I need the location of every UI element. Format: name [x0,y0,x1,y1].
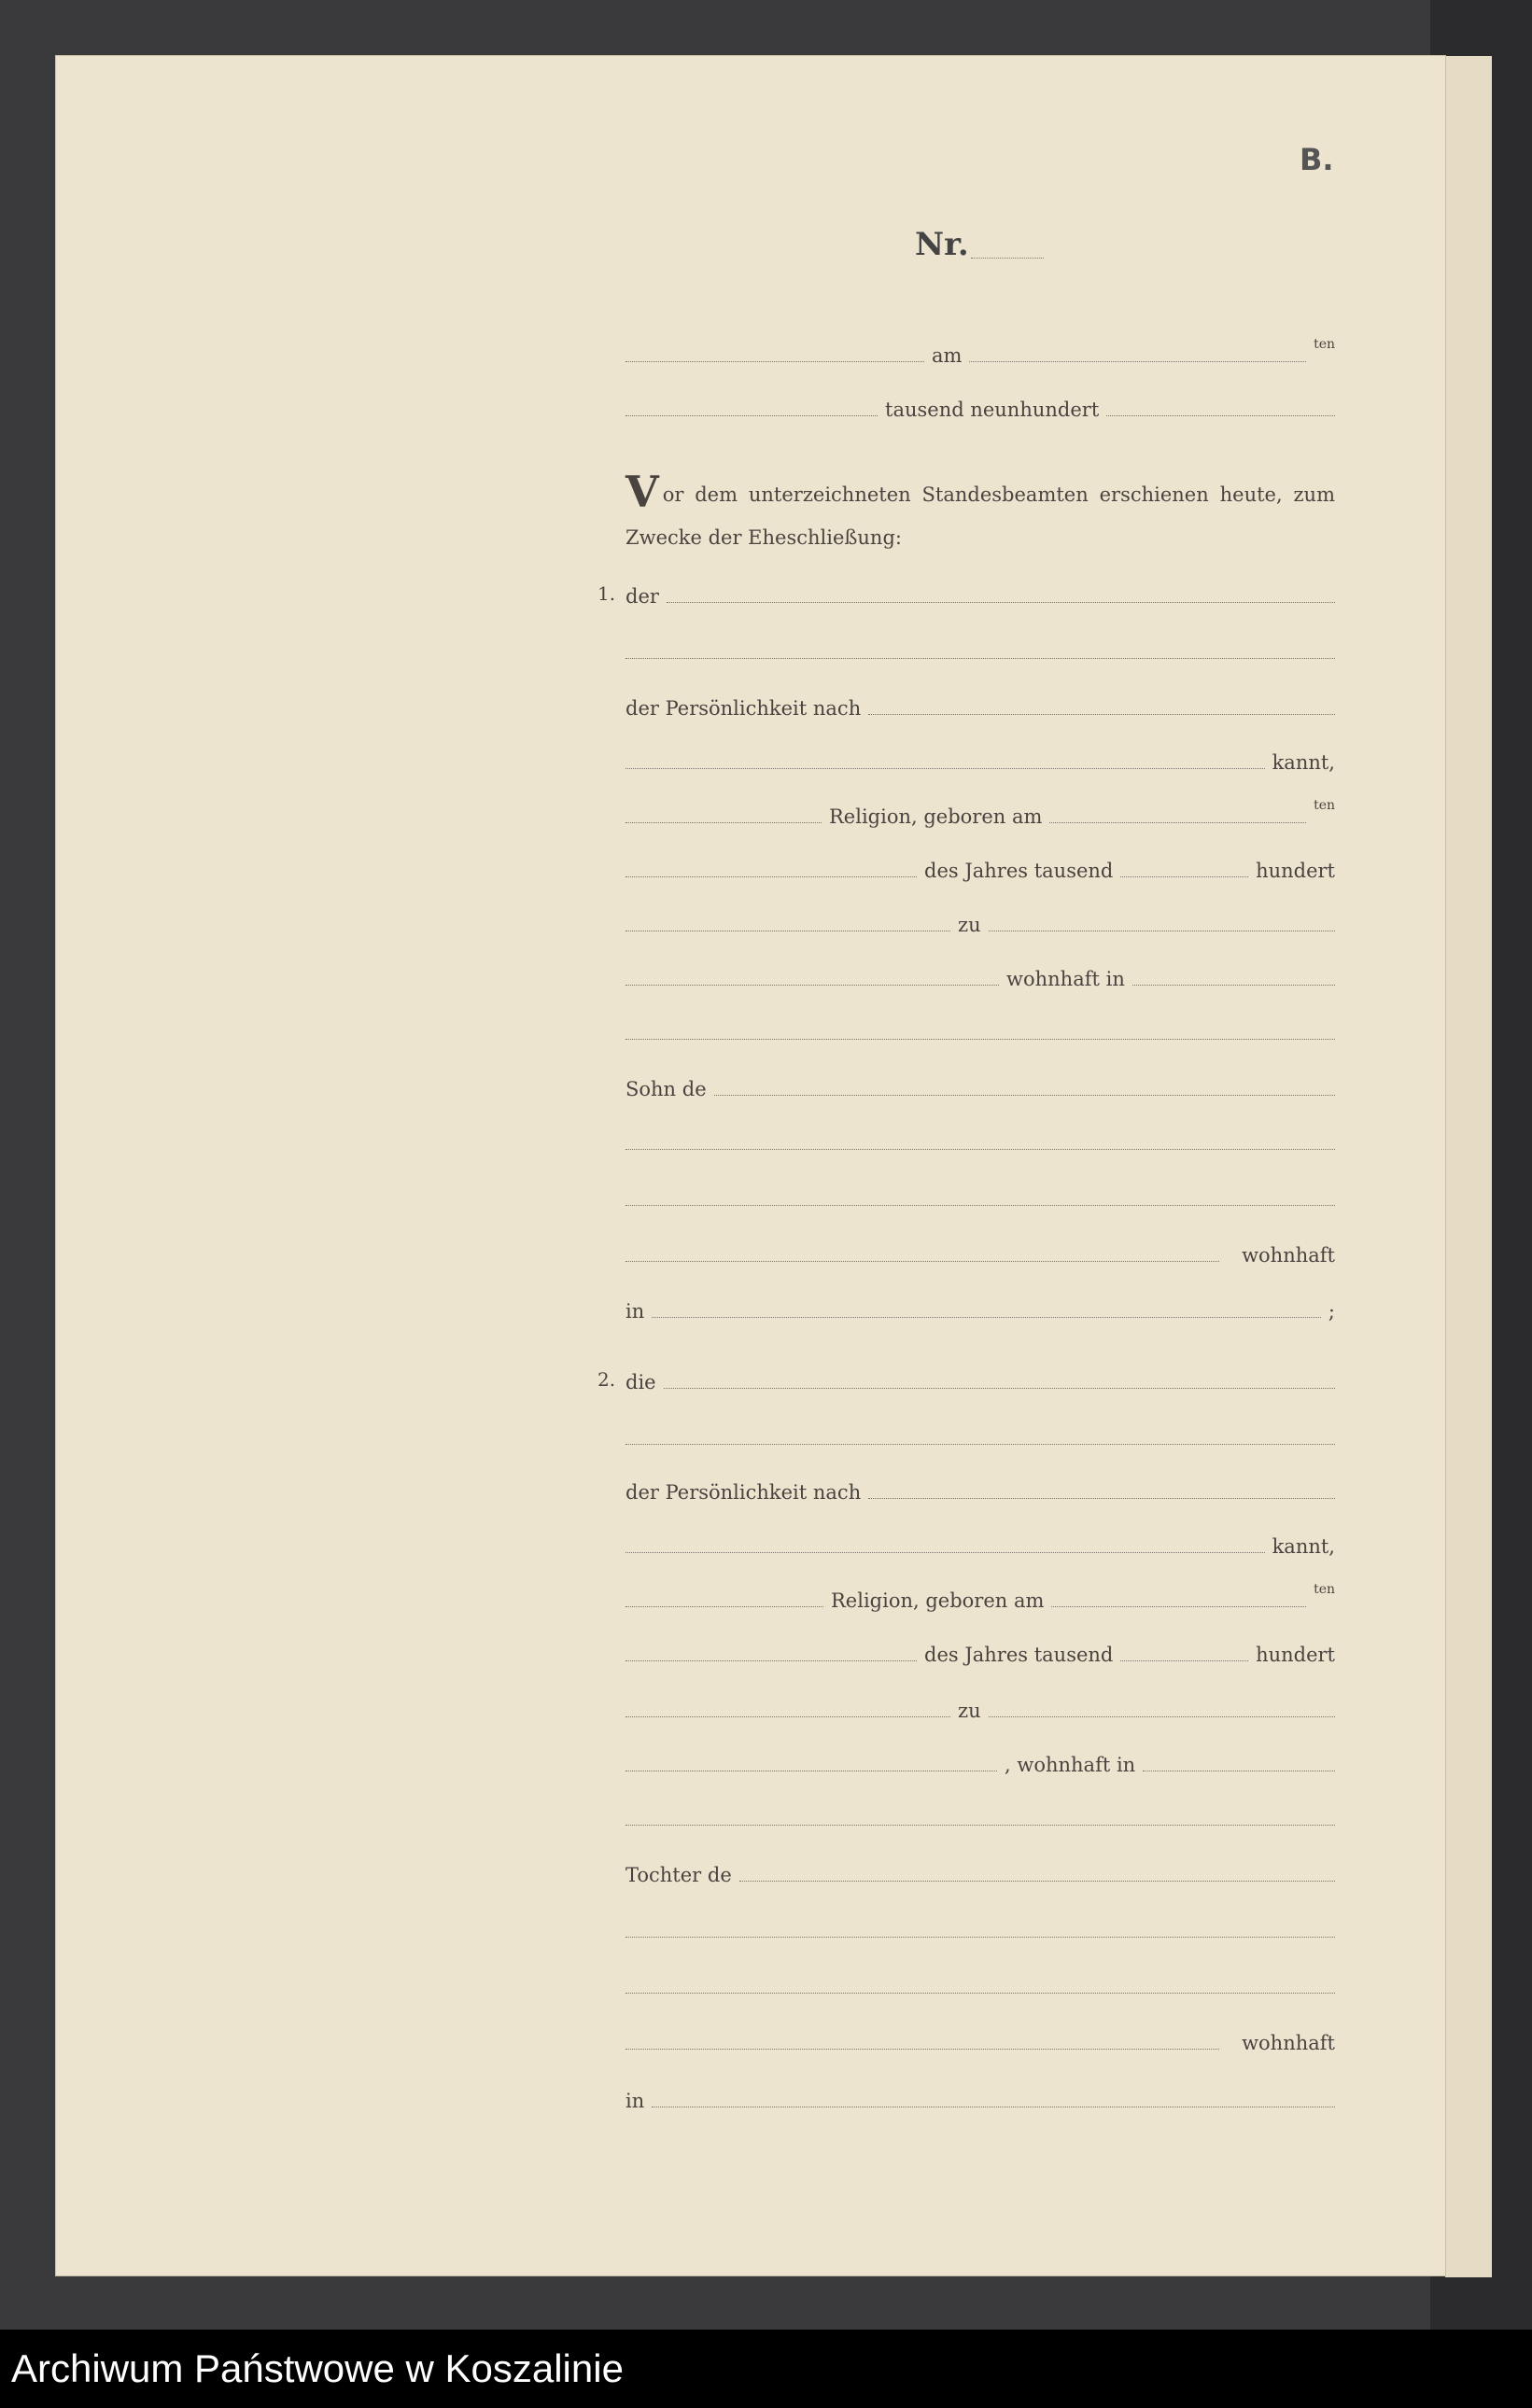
p1-jahres-line [625,853,1335,881]
religion-label: Religion, geboren am [831,1589,1045,1612]
blank-field [1132,985,1335,986]
blank-field [625,768,1265,769]
intro-text: or dem unterzeichneten Standesbeamten erschienen heute, zum Zwecke der Eheschließung: [625,483,1335,549]
blank-field [625,2049,1219,2050]
document-page [56,56,1445,2275]
blank-field [714,1095,1335,1096]
ten-label: ten [1314,337,1335,352]
p1-religion-line [625,799,1335,827]
wohnhaft-in-label: wohnhaft in [1006,968,1125,990]
p1-persoenlichkeit-line [625,691,1335,719]
jahres-label: des Jahres tausend [924,1644,1114,1666]
p2-wohnhaft-line [625,2025,1335,2053]
ten-label: ten [1314,1582,1335,1597]
blank-field [625,1205,1335,1206]
blank-field [1049,822,1306,823]
hundert-label: hundert [1256,1644,1335,1666]
p2-persoenlichkeit-line [625,1475,1335,1503]
blank-field [625,985,999,986]
p2-blank-line [625,1421,1335,1449]
p2-blank-line-4 [625,1969,1335,1997]
jahres-label: des Jahres tausend [924,860,1114,882]
blank-field [625,1552,1265,1553]
p1-in-line [625,1294,1335,1322]
p2-blank-line-2 [625,1801,1335,1829]
ten-label: ten [1314,798,1335,813]
blank-field [1120,876,1248,877]
sheet-letter: B. [1300,142,1334,177]
person2-number: 2. [597,1368,616,1391]
blank-field [1106,415,1335,416]
p2-blank-line-3 [625,1913,1335,1941]
blank-field [969,361,1306,362]
persoenlichkeit-label: der Persönlichkeit nach [625,1481,862,1504]
sohn-label: Sohn de [625,1078,707,1100]
archive-footer [0,2330,1532,2408]
blank-field [625,1937,1335,1938]
blank-field [625,876,917,877]
blank-field [625,1444,1335,1445]
blank-field [652,1317,1321,1318]
p2-kannt-line [625,1529,1335,1557]
am-label: am [932,344,963,367]
record-number-label: Nr. [915,226,969,263]
zu-label: zu [958,1700,981,1722]
p2-tochter-line [625,1857,1335,1885]
p1-zu-line [625,907,1335,935]
date-line [625,338,1335,366]
tausend-label: tausend neunhundert [885,399,1100,421]
p1-kannt-line [625,745,1335,773]
die-label: die [625,1371,656,1393]
blank-field [868,714,1335,715]
next-page-edge [1445,56,1492,2277]
tochter-label: Tochter de [625,1864,732,1886]
zu-label: zu [958,914,981,936]
blank-field [625,1039,1335,1040]
blank-field [625,415,878,416]
blank-field [625,822,822,823]
blank-field [1051,1606,1306,1607]
blank-field [625,1825,1335,1826]
blank-field [1120,1660,1248,1661]
blank-field [625,361,924,362]
intro-paragraph [625,467,1335,559]
p1-wohnhaft-line [625,1238,1335,1266]
p1-blank-line-4 [625,1182,1335,1210]
blank-field [989,1716,1335,1717]
blank-field [625,658,1335,659]
p2-religion-line [625,1583,1335,1611]
semicolon: ; [1328,1300,1335,1323]
hundert-label: hundert [1256,860,1335,882]
p2-zu-line [625,1693,1335,1721]
kannt-label: kannt, [1272,1535,1335,1558]
in-label: in [625,2090,645,2112]
blank-field [739,1881,1335,1882]
blank-field [868,1498,1335,1499]
p1-der-line [625,579,1335,607]
p2-wohnhaft-in-line [625,1747,1335,1775]
blank-field [625,1660,917,1661]
wohnhaft-label: wohnhaft [1242,2032,1335,2054]
p1-wohnhaft-in-line [625,961,1335,989]
religion-label: Religion, geboren am [829,805,1043,828]
record-number-field [971,258,1044,259]
in-label: in [625,1300,645,1323]
p2-jahres-line [625,1637,1335,1665]
archive-name: Archiwum Państwowe w Koszalinie [11,2346,624,2390]
p2-in-line [625,2083,1335,2111]
blank-field [625,1993,1335,1994]
p1-blank-line [625,635,1335,663]
blank-field [625,1606,823,1607]
blank-field [625,1261,1219,1262]
person1-number: 1. [597,582,616,605]
intro-initial: V [625,467,659,517]
kannt-label: kannt, [1272,751,1335,774]
p1-blank-line-3 [625,1126,1335,1154]
wohnhaft-in-label: , wohnhaft in [1005,1754,1136,1776]
p1-blank-line-2 [625,1015,1335,1043]
der-label: der [625,585,659,608]
p1-sohn-line [625,1071,1335,1099]
p2-die-line [625,1365,1335,1393]
year-line [625,392,1335,420]
persoenlichkeit-label: der Persönlichkeit nach [625,697,862,720]
blank-field [664,1388,1335,1389]
blank-field [625,1149,1335,1150]
blank-field [667,602,1335,603]
wohnhaft-label: wohnhaft [1242,1244,1335,1267]
blank-field [625,1716,950,1717]
